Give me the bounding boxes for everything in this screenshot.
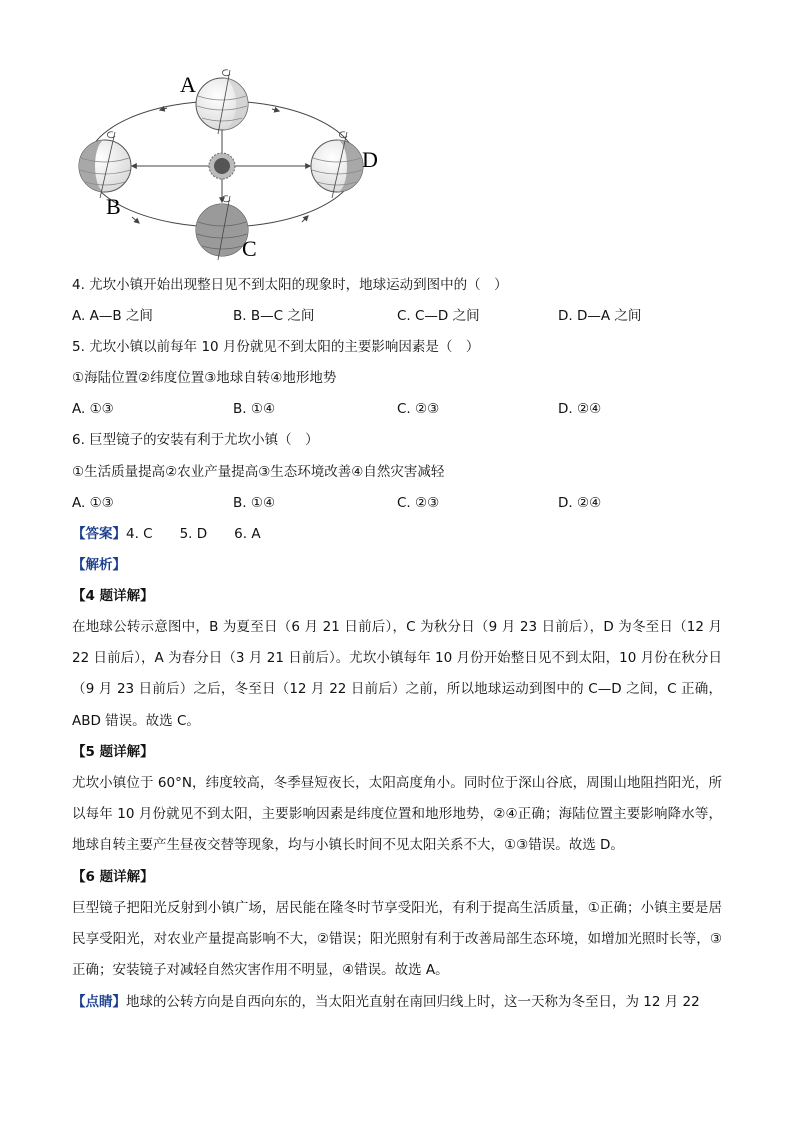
q6-option-c: C. ②③ xyxy=(397,495,440,511)
earth-b-icon xyxy=(79,132,131,198)
q6-option-b: B. ①④ xyxy=(233,495,276,511)
orbit-arrow xyxy=(160,108,167,110)
earth-revolution-diagram xyxy=(72,64,392,274)
earth-a-icon xyxy=(196,70,248,134)
dianjing-line xyxy=(72,992,700,1012)
question-6-stem: 6. 巨型镜子的安装有利于尤坎小镇（ ） xyxy=(72,432,319,448)
analysis-tag-text: 【解析】 xyxy=(72,557,126,573)
question-5-stem: 5. 尤坎小镇以前每年 10 月份就见不到太阳的主要影响因素是（ ） xyxy=(72,339,480,355)
answer-text: 4. C 5. D 6. A xyxy=(126,526,261,542)
dianjing-text: 地球的公转方向是自西向东的，当太阳光直射在南回归线上时，这一天称为冬至日，为 12 月 22 xyxy=(126,994,700,1010)
question-4-stem: 4. 尤坎小镇开始出现整日见不到太阳的现象时，地球运动到图中的（ ） xyxy=(72,277,508,293)
detail-4-tag: 【4 题详解】 xyxy=(72,588,154,604)
orbit-arrow xyxy=(272,109,279,111)
earth-d-icon xyxy=(311,132,363,198)
detail-5-text: 尤坎小镇位于 60°N，纬度较高，冬季昼短夜长，太阳高度角小。同时位于深山谷底，周围山地阻挡阳光，所以每年 10 月份就见不到太阳，主要影响因素是纬度位置和地形地势，②④正确；海陆位置主要影响降水等，地球自转主要产生昼夜交替等现象，均与小镇长时间不见太阳关系不大，①③错误。故选 D。 xyxy=(72,775,722,854)
q5-option-b: B. ①④ xyxy=(233,401,276,417)
orbit-arrow xyxy=(302,216,308,222)
q4-option-c: C. C—D 之间 xyxy=(397,308,480,324)
orbit-arrow xyxy=(132,217,139,223)
detail-6-tag: 【6 题详解】 xyxy=(72,869,154,885)
label-a: A xyxy=(180,72,196,97)
dianjing-tag: 【点睛】 xyxy=(72,994,126,1010)
q5-option-a: A. ①③ xyxy=(72,401,114,417)
question-5-choices: ①海陆位置②纬度位置③地球自转④地形地势 xyxy=(72,370,337,386)
q6-option-a: A. ①③ xyxy=(72,495,114,511)
q5-option-d: D. ②④ xyxy=(558,401,602,417)
answer-line xyxy=(72,524,261,544)
q4-option-a: A. A—B 之间 xyxy=(72,308,153,324)
label-b: B xyxy=(106,194,121,219)
q6-option-d: D. ②④ xyxy=(558,495,602,511)
q5-option-c: C. ②③ xyxy=(397,401,440,417)
label-c: C xyxy=(242,236,257,261)
detail-6-text: 巨型镜子把阳光反射到小镇广场，居民能在隆冬时节享受阳光，有利于提高生活质量，①正确；小镇主要是居民享受阳光，对农业产量提高影响不大，②错误；阳光照射有利于改善局部生态环境，如增加光照时长等，③正确；安装镜子对减轻自然灾害作用不明显，④错误。故选 A。 xyxy=(72,900,722,979)
q4-option-b: B. B—C 之间 xyxy=(233,308,315,324)
question-6-choices: ①生活质量提高②农业产量提高③生态环境改善④自然灾害减轻 xyxy=(72,464,445,480)
q4-option-d: D. D—A 之间 xyxy=(558,308,642,324)
detail-5-tag: 【5 题详解】 xyxy=(72,744,154,760)
detail-4-text: 在地球公转示意图中，B 为夏至日（6 月 21 日前后），C 为秋分日（9 月 23 日前后），D 为冬至日（12 月 22 日前后），A 为春分日（3 月 21 日前后）。尤坎小镇每年 10 月份开始整日见不到太阳，10 月份在秋分日（9 月 23 日前后）之后，冬至日（12 月 22 日前后）之前，所以地球运动到图中的 C—D 之间，C 正确，ABD 错误。故选 C。 xyxy=(72,619,722,729)
analysis-tag xyxy=(72,555,126,575)
sun-icon xyxy=(209,153,235,179)
earth-c-icon xyxy=(196,196,248,260)
answer-tag: 【答案】 xyxy=(72,526,126,542)
label-d: D xyxy=(362,147,378,172)
